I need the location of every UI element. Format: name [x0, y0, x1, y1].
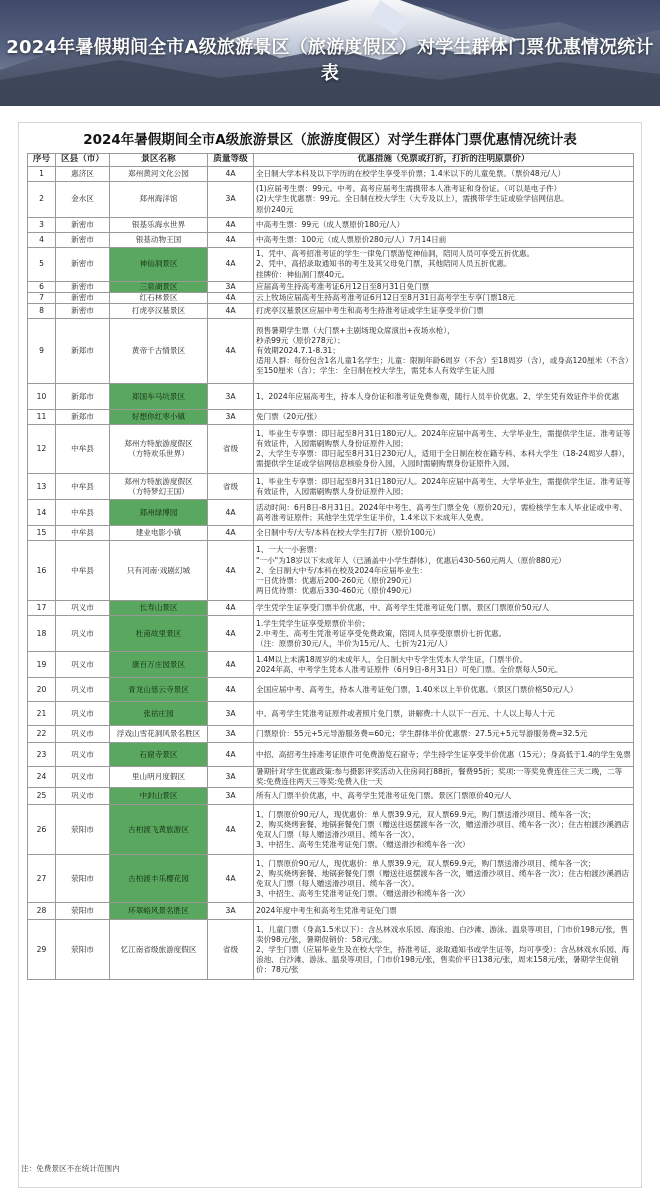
discount-cell: 2024年度中考生和高考生凭准考证免门票: [254, 903, 634, 920]
scenic-name-cell: 神仙洞景区: [110, 248, 208, 282]
table-row: [28, 743, 634, 767]
county-cell: 荥阳市: [56, 920, 110, 980]
county-cell: 巩义市: [56, 743, 110, 767]
table-row: [28, 167, 634, 182]
scenic-name-cell: 青龙山慈云寺景区: [110, 678, 208, 702]
row-number: 23: [28, 743, 56, 767]
row-number: 18: [28, 616, 56, 652]
scenic-name-cell: 只有河南·戏剧幻城: [110, 541, 208, 601]
header-scenic-name: 景区名称: [110, 154, 208, 167]
row-number: 1: [28, 167, 56, 182]
county-cell: 巩义市: [56, 678, 110, 702]
quality-level-cell: 3A: [208, 384, 254, 410]
row-number: 29: [28, 920, 56, 980]
quality-level-cell: 4A: [208, 678, 254, 702]
county-cell: 巩义市: [56, 601, 110, 616]
county-cell: 新密市: [56, 248, 110, 282]
table-row: [28, 293, 634, 304]
quality-level-cell: 4A: [208, 293, 254, 304]
table-row: [28, 526, 634, 541]
county-cell: 荥阳市: [56, 855, 110, 903]
scenic-name-cell: 古柏渡飞黄旅游区: [110, 805, 208, 855]
table-row: [28, 805, 634, 855]
county-cell: 新郑市: [56, 319, 110, 384]
quality-level-cell: 省级: [208, 920, 254, 980]
discount-cell: (1)应届考生票：99元。中考、高考应届考生需携带本人准考证和身份证。（可以是电子件） (2)大学生优惠票：99元。全日制在校大学生（大专及以上），需携带学生证或验学信网信息。 原价240元: [254, 182, 634, 218]
table-row: [28, 282, 634, 293]
scenic-name-cell: 郑州方特旅游度假区 （方特欢乐世界）: [110, 425, 208, 474]
discount-cell: 活动时间：6月8日-8月31日。2024年中考生、高考生门票全免（原价20元），需检核学生本人毕业证或中考、高考准考证原件；其他学生凭学生证半价，1.4米以下未成年人免费。: [254, 500, 634, 526]
header-county: 区县（市）: [56, 154, 110, 167]
county-cell: 新密市: [56, 304, 110, 319]
quality-level-cell: 4A: [208, 601, 254, 616]
county-cell: 新密市: [56, 293, 110, 304]
county-cell: 新密市: [56, 282, 110, 293]
table-header-row: [28, 154, 634, 167]
row-number: 28: [28, 903, 56, 920]
quality-level-cell: 4A: [208, 248, 254, 282]
scenic-name-cell: 康百万庄园景区: [110, 652, 208, 678]
discount-cell: 中、高考学生凭准考证原件或者照片免门票，讲解费:十人以下一百元、十人以上每人十元: [254, 702, 634, 726]
quality-level-cell: 3A: [208, 903, 254, 920]
scenic-name-cell: 郑州黄河文化公园: [110, 167, 208, 182]
table-row: [28, 182, 634, 218]
header-banner: [0, 0, 660, 106]
table-row: [28, 410, 634, 425]
quality-level-cell: 3A: [208, 410, 254, 425]
county-cell: 巩义市: [56, 702, 110, 726]
table-row: [28, 702, 634, 726]
scenic-name-cell: 黄帝千古情景区: [110, 319, 208, 384]
row-number: 25: [28, 788, 56, 805]
county-cell: 新郑市: [56, 384, 110, 410]
table-row: [28, 616, 634, 652]
row-number: 9: [28, 319, 56, 384]
table-row: [28, 601, 634, 616]
quality-level-cell: 3A: [208, 788, 254, 805]
discount-cell: 全国应届中考、高考生，持本人准考证免门票，1.40米以上半价优惠。（景区门票价格50元/人）: [254, 678, 634, 702]
row-number: 15: [28, 526, 56, 541]
table-row: [28, 425, 634, 474]
table-row: [28, 500, 634, 526]
row-number: 20: [28, 678, 56, 702]
row-number: 21: [28, 702, 56, 726]
scenic-name-cell: 郑州方特旅游度假区 （方特梦幻王国）: [110, 474, 208, 500]
discount-cell: 暑期针对学生优惠政策:参与摄影评奖活动入住房间打88折，餐费95折；奖项:一等奖免费连住三天二晚，二等奖:免费连住两天三等奖:免费入住一天: [254, 767, 634, 788]
discount-cell: 1、2024年应届高考生，持本人身份证和准考证免费参观，随行人员半价优惠。2、学生凭有效证件半价优惠: [254, 384, 634, 410]
county-cell: 惠济区: [56, 167, 110, 182]
header-quality-level: 质量等级: [208, 154, 254, 167]
table-row: [28, 384, 634, 410]
table-row: [28, 319, 634, 384]
row-number: 24: [28, 767, 56, 788]
quality-level-cell: 省级: [208, 425, 254, 474]
table-row: [28, 920, 634, 980]
row-number: 13: [28, 474, 56, 500]
county-cell: 巩义市: [56, 767, 110, 788]
discount-cell: 1、毕业生专享票：即日起至8月31日180元/人。2024年应届中高考生、大学毕业生，需提供学生证、准考证等有效证件，入园需刷购票人身份证原件入园；: [254, 474, 634, 500]
county-cell: 新密市: [56, 233, 110, 248]
quality-level-cell: 4A: [208, 500, 254, 526]
scenic-name-cell: 建业电影小镇: [110, 526, 208, 541]
scenic-name-cell: 石窟寺景区: [110, 743, 208, 767]
discount-cell: 云上牧场应届高考生持高考准考证6月12日至8月31日高考学生专享门票18元: [254, 293, 634, 304]
discount-cell: 中高考生票：100元（成人票原价280元/人）7月14日前: [254, 233, 634, 248]
row-number: 12: [28, 425, 56, 474]
quality-level-cell: 4A: [208, 652, 254, 678]
table-row: [28, 233, 634, 248]
table-row: [28, 248, 634, 282]
row-number: 16: [28, 541, 56, 601]
discount-cell: 1、凭中、高考招准考证的学生一律免门票游览神仙洞，陪同人员可享受五折优惠。 2、凭中、高招录取通知书的考生及其父母免门票，其他陪同人员五折优惠。 挂牌价：神仙洞门票40元。: [254, 248, 634, 282]
row-number: 6: [28, 282, 56, 293]
row-number: 4: [28, 233, 56, 248]
row-number: 3: [28, 218, 56, 233]
discount-cell: 应届高考生持高考准考证6月12日至8月31日免门票: [254, 282, 634, 293]
scenic-name-cell: 中封山景区: [110, 788, 208, 805]
row-number: 7: [28, 293, 56, 304]
county-cell: 新密市: [56, 218, 110, 233]
quality-level-cell: 4A: [208, 167, 254, 182]
scenic-name-cell: 环翠峪风景名胜区: [110, 903, 208, 920]
table-row: [28, 541, 634, 601]
county-cell: 中牟县: [56, 500, 110, 526]
discount-cell: 学生凭学生证享受门票半价优惠，中、高考学生凭准考证免门票。景区门票原价50元/人: [254, 601, 634, 616]
scenic-name-cell: 浮戏山雪花洞风景名胜区: [110, 726, 208, 743]
scenic-name-cell: 杜甫故里景区: [110, 616, 208, 652]
quality-level-cell: 3A: [208, 767, 254, 788]
row-number: 22: [28, 726, 56, 743]
scenic-name-cell: 银基乐海水世界: [110, 218, 208, 233]
discount-cell: 1.学生凭学生证享受原票价半价； 2.中考生、高考生凭准考证享受免费政策，陪同人员享受原票价七折优惠。 （注：原票价30元/人，半价为15元/人、七折为21元/人）: [254, 616, 634, 652]
scenic-name-cell: 里山明月度假区: [110, 767, 208, 788]
scenic-name-cell: 三泉湖景区: [110, 282, 208, 293]
discount-cell: 中招、高招考生持准考证原件可免费游览石窟寺；学生持学生证享受半价优惠（15元）；身高低于1.4的学生免票: [254, 743, 634, 767]
county-cell: 中牟县: [56, 526, 110, 541]
county-cell: 荥阳市: [56, 805, 110, 855]
row-number: 17: [28, 601, 56, 616]
quality-level-cell: 4A: [208, 743, 254, 767]
scenic-name-cell: 郑国车马坑景区: [110, 384, 208, 410]
banner-title: 2024年暑假期间全市A级旅游景区（旅游度假区）对学生群体门票优惠情况统计表: [6, 37, 654, 84]
quality-level-cell: 4A: [208, 855, 254, 903]
discount-cell: 1、毕业生专享票：即日起至8月31日180元/人。2024年应届中高考生、大学毕业生，需提供学生证、准考证等有效证件，入园需刷购票人身份证原件入园； 2、大学生专享票：即日起至8月31日230元/人，适用于全日制在校在籍专科、本科大学生（18-24周岁人群），需提供学生证或学信网信息核验身份入园，入园时需刷购票身份证原件入园。: [254, 425, 634, 474]
table-row: [28, 726, 634, 743]
footnote: 注：免费景区不在统计范围内: [21, 1164, 120, 1173]
quality-level-cell: 4A: [208, 218, 254, 233]
table-row: [28, 855, 634, 903]
table-row: [28, 903, 634, 920]
scenic-name-cell: 红石林景区: [110, 293, 208, 304]
quality-level-cell: 省级: [208, 474, 254, 500]
table-row: [28, 788, 634, 805]
row-number: 11: [28, 410, 56, 425]
scenic-name-cell: 郑州绿博园: [110, 500, 208, 526]
discount-table: [27, 153, 634, 980]
county-cell: 荥阳市: [56, 903, 110, 920]
row-number: 27: [28, 855, 56, 903]
scenic-name-cell: 郑州海洋馆: [110, 182, 208, 218]
discount-cell: 1、门票原价90元/人，现优惠价：单人票39.9元，双人票69.9元，购门票送滑沙项目、缆车各一次； 2、购买烧烤套餐、地锅套餐免门票（赠送往返摆渡车各一次，赠送滑沙项目、缆车各一次）；住古柏渡沙溪酒店免双人门票（每人赠送滑沙项目、缆车各一次）。 3、中招生、高考生凭准考证免门票。（赠送滑沙和缆车各一次）: [254, 805, 634, 855]
discount-cell: 所有人门票半价优惠，中、高考学生凭准考证免门票。景区门票原价40元/人: [254, 788, 634, 805]
discount-cell: 1、门票原价90元/人，现优惠价：单人票39.9元，双人票69.9元，购门票送滑沙项目、缆车各一次； 2、购买烧烤套餐、地锅套餐免门票（赠送往返摆渡车各一次，赠送滑沙项目、缆车各一次）；住古柏渡沙溪酒店免双人门票（每人赠送滑沙项目、缆车各一次）。 3、中招生、高考生凭准考证免门票。（赠送滑沙和缆车各一次）: [254, 855, 634, 903]
quality-level-cell: 4A: [208, 233, 254, 248]
scenic-name-cell: 好想你红枣小镇: [110, 410, 208, 425]
scenic-name-cell: 长寿山景区: [110, 601, 208, 616]
discount-cell: 全日制大学本科及以下学历的在校学生享受半价票；1.4米以下的儿童免票。（票价48元/人）: [254, 167, 634, 182]
county-cell: 巩义市: [56, 616, 110, 652]
header-discount: 优惠措施（免票或打折，打折的注明原票价）: [254, 154, 634, 167]
quality-level-cell: 4A: [208, 526, 254, 541]
quality-level-cell: 3A: [208, 726, 254, 743]
discount-cell: 中高考生票：99元（成人票原价180元/人）: [254, 218, 634, 233]
table-title: 2024年暑假期间全市A级旅游景区（旅游度假区）对学生群体门票优惠情况统计表: [83, 132, 577, 148]
row-number: 14: [28, 500, 56, 526]
scenic-name-cell: 打虎亭汉墓景区: [110, 304, 208, 319]
row-number: 8: [28, 304, 56, 319]
discount-cell: 1、一大一小套票： "一小"为18岁以下未成年人（已涵盖中小学生群体），优惠后430-560元两人（原价880元） 2、全日制大中专/本科在校及2024年应届毕业生： 一日优待票：优惠后200-260元（原价290元） 两日优待票：优惠后330-460元（原价490元）: [254, 541, 634, 601]
discount-cell: 全日制中专/大专/本科在校大学生打7折（原价100元）: [254, 526, 634, 541]
header-no: 序号: [28, 154, 56, 167]
row-number: 10: [28, 384, 56, 410]
scenic-name-cell: 忆江南省级旅游度假区: [110, 920, 208, 980]
county-cell: 巩义市: [56, 726, 110, 743]
quality-level-cell: 4A: [208, 541, 254, 601]
county-cell: 中牟县: [56, 425, 110, 474]
county-cell: 中牟县: [56, 541, 110, 601]
discount-cell: 预售暑期学生票（大门票+主剧场现众席演出+夜场水枪）， 秒杀99元（原价278元）； 有效期2024.7.1-8.31； 适用人群：每份包含1名儿童1名学生；儿童：限制年龄6周岁（不含）至18周岁（含），或身高120厘米（不含）至150厘米（含）；学生：全日制在校大学生，需凭本人有效学生证入园: [254, 319, 634, 384]
scenic-name-cell: 张祜庄园: [110, 702, 208, 726]
quality-level-cell: 4A: [208, 805, 254, 855]
county-cell: 巩义市: [56, 652, 110, 678]
county-cell: 巩义市: [56, 788, 110, 805]
row-number: 2: [28, 182, 56, 218]
county-cell: 新郑市: [56, 410, 110, 425]
table-row: [28, 652, 634, 678]
county-cell: 金水区: [56, 182, 110, 218]
quality-level-cell: 4A: [208, 304, 254, 319]
quality-level-cell: 3A: [208, 182, 254, 218]
scenic-name-cell: 银基动物王国: [110, 233, 208, 248]
table-row: [28, 767, 634, 788]
county-cell: 中牟县: [56, 474, 110, 500]
table-row: [28, 304, 634, 319]
quality-level-cell: 4A: [208, 616, 254, 652]
table-row: [28, 218, 634, 233]
quality-level-cell: 3A: [208, 702, 254, 726]
discount-cell: 免门票（20元/张）: [254, 410, 634, 425]
discount-cell: 1.4M以上未满18周岁的未成年人、全日制大中专学生凭本人学生证，门票半价。 2024年高、中考学生凭本人准考证原件（6月9日-8月31日）可免门票。全价票每人50元。: [254, 652, 634, 678]
row-number: 26: [28, 805, 56, 855]
statistics-sheet: [18, 122, 642, 1188]
quality-level-cell: 4A: [208, 319, 254, 384]
quality-level-cell: 3A: [208, 282, 254, 293]
discount-cell: 门票原价：55元+5元导游服务费=60元；学生群体半价优惠票：27.5元+5元导游服务费=32.5元: [254, 726, 634, 743]
row-number: 5: [28, 248, 56, 282]
discount-cell: 打虎亭汉墓景区应届中考生和高考生持准考证或学生证享受半价门票: [254, 304, 634, 319]
table-row: [28, 474, 634, 500]
table-row: [28, 678, 634, 702]
scenic-name-cell: 古柏渡丰乐樱花园: [110, 855, 208, 903]
discount-cell: 1、儿童门票（身高1.5米以下）：含丛林戏水乐园、海浪池、白沙滩、游泳、温泉等项目，门市价198元/张，售卖价98元/张，暑期促销价：58元/张。 2、学生门票（应届毕业生及在校大学生，持准考证、录取通知书或学生证等，均可享受）：含丛林戏水乐园、海浪池、白沙滩、游泳、温泉等项目，门市价198元/张，售卖价平日138元/张，周末158元/张，暑期学生促销价：78元/张: [254, 920, 634, 980]
row-number: 19: [28, 652, 56, 678]
